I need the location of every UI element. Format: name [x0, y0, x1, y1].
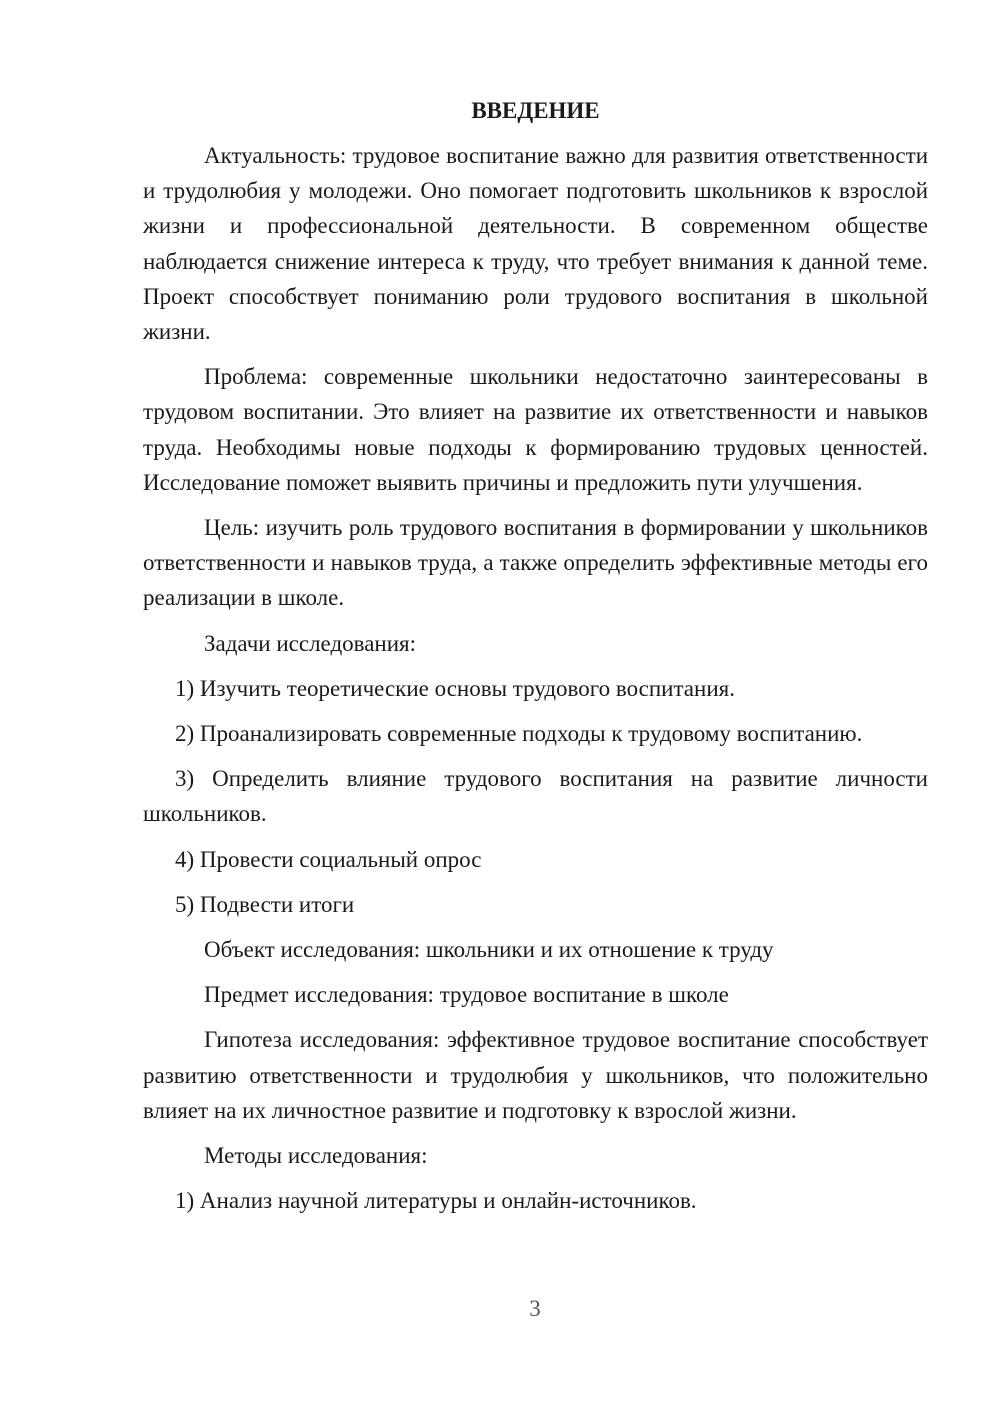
goal-paragraph: Цель: изучить роль трудового воспитания в формировании у школьников ответственности и навыков труда, а также определить эффективные методы его реализации в школе. [143, 515, 928, 611]
task-item: 5) Подвести итоги [175, 891, 355, 917]
object-paragraph: Объект исследования: школьники и их отношение к труду [204, 937, 774, 963]
methods-heading: Методы исследования: [204, 1143, 428, 1169]
method-item: 1) Анализ научной литературы и онлайн-источников. [175, 1188, 697, 1214]
page-number: 3 [529, 1296, 541, 1321]
task-item: 2) Проанализировать современные подходы к трудовому воспитанию. [175, 721, 863, 747]
relevance-paragraph: Актуальность: трудовое воспитание важно для развития ответственности и трудолюбия у молодежи. Оно помогает подготовить школьников к взрослой жизни и профессиональной деятельности. В современном обществе наблюдается снижение интереса к труду, что требует внимания к данной теме. Проект способствует пониманию роли трудового воспитания в школьной жизни. [143, 143, 928, 345]
task-item: 1) Изучить теоретические основы трудового воспитания. [175, 675, 735, 701]
problem-paragraph: Проблема: современные школьники недостаточно заинтересованы в трудовом воспитании. Это влияет на развитие их ответственности и навыков труда. Необходимы новые подходы к формированию трудовых ценностей. Исследование поможет выявить причины и предложить пути улучшения. [143, 364, 928, 495]
task-item: 3) Определить влияние трудового воспитания на развитие личности школьников. [143, 766, 928, 827]
section-title: ВВЕДЕНИЕ [471, 98, 600, 123]
hypothesis-paragraph: Гипотеза исследования: эффективное трудовое воспитание способствует развитию ответственности и трудолюбия у школьников, что положительно влияет на их личностное развитие и подготовку к взрослой жизни. [143, 1027, 928, 1123]
subject-paragraph: Предмет исследования: трудовое воспитание в школе [204, 982, 729, 1008]
task-item: 4) Провести социальный опрос [175, 846, 482, 872]
tasks-heading: Задачи исследования: [204, 630, 417, 656]
page-content [143, 96, 928, 1228]
